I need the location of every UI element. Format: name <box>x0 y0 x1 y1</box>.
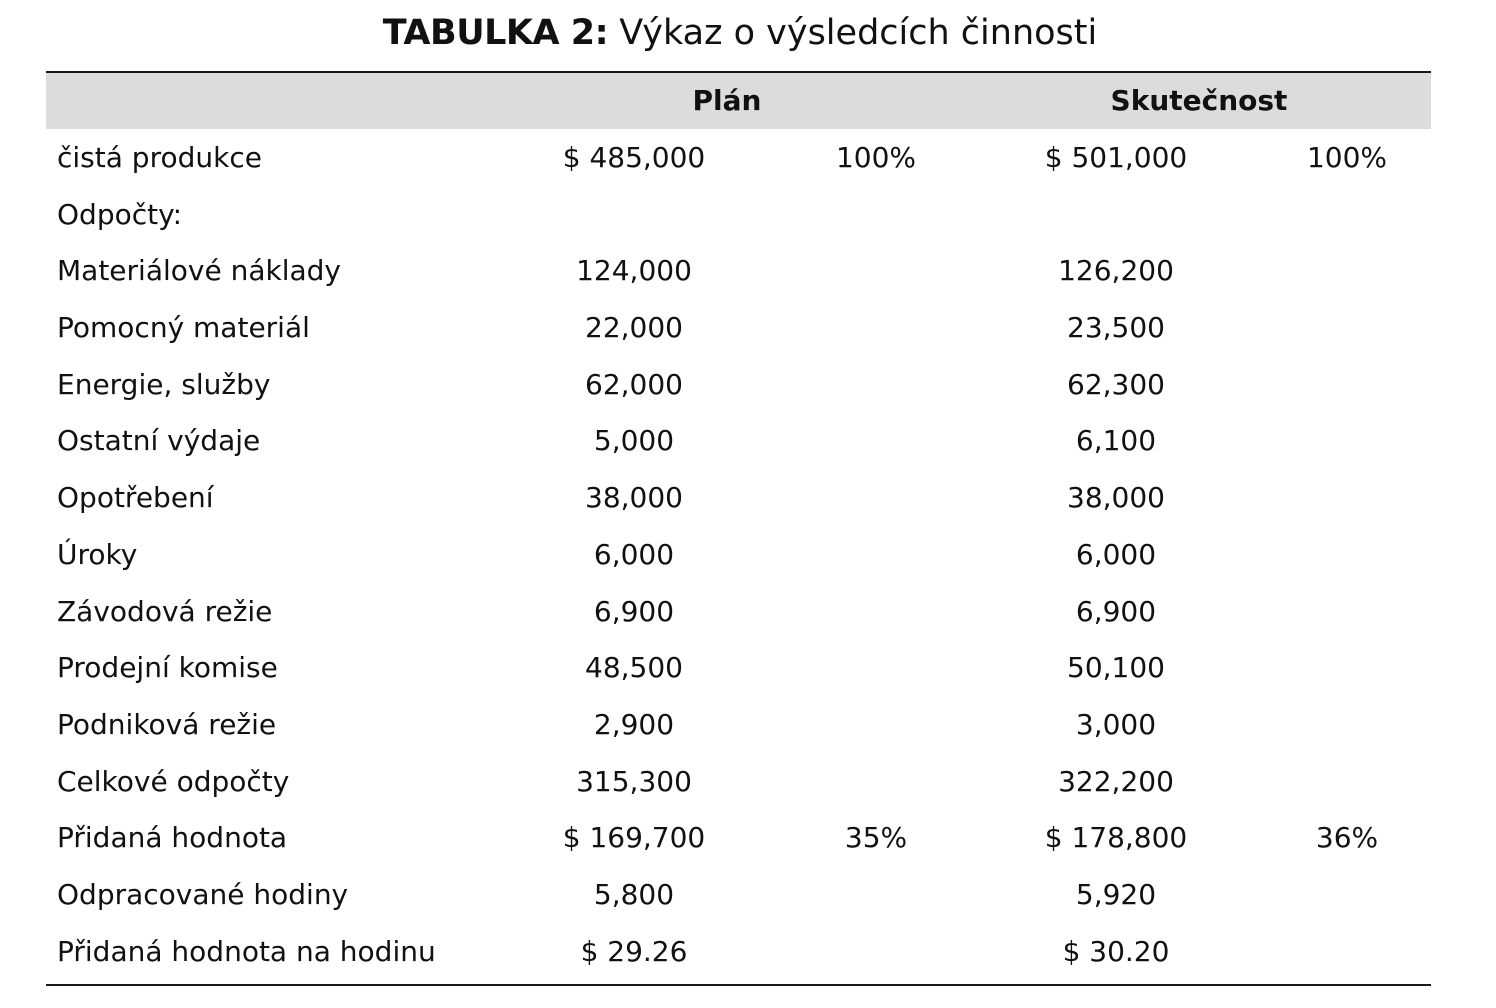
column-header-plan: Plán <box>692 84 762 117</box>
table-row <box>46 243 1431 300</box>
table-row <box>46 300 1431 357</box>
results-table <box>46 71 1431 986</box>
table-row <box>46 187 1431 244</box>
actual-value: 23,500 <box>1067 311 1165 345</box>
plan-value: 6,000 <box>593 537 675 571</box>
row-label: čistá produkce <box>57 141 262 174</box>
plan-value: $ 485,000 <box>562 141 706 174</box>
table-title <box>0 10 1480 56</box>
plan-value: 5,000 <box>593 424 675 458</box>
actual-percent: 36% <box>1315 821 1379 855</box>
plan-value: $ 29.26 <box>580 934 688 968</box>
actual-percent: 100% <box>1306 141 1388 174</box>
plan-value: 48,500 <box>585 651 683 685</box>
actual-value: $ 178,800 <box>1044 821 1188 855</box>
table-row <box>46 357 1431 414</box>
plan-value: $ 169,700 <box>562 821 706 855</box>
actual-value: 62,300 <box>1067 367 1165 401</box>
table-row <box>46 470 1431 527</box>
row-label: Celkové odpočty <box>57 764 290 798</box>
row-label: Opotřebení <box>57 481 214 515</box>
plan-percent: 35% <box>844 821 908 855</box>
row-label: Pomocný materiál <box>57 311 310 345</box>
plan-value: 22,000 <box>585 311 683 345</box>
table-header <box>46 73 1431 129</box>
row-label: Závodová režie <box>57 594 273 628</box>
plan-value: 5,800 <box>593 877 675 911</box>
row-label: Podniková režie <box>57 707 277 741</box>
table-row <box>46 810 1431 867</box>
table-row <box>46 640 1431 697</box>
row-label: Úroky <box>57 537 138 571</box>
table-title-prefix: TABULKA 2: <box>382 13 609 53</box>
actual-value: 50,100 <box>1067 651 1165 685</box>
table-row <box>46 867 1431 924</box>
plan-value: 6,900 <box>593 594 675 628</box>
row-label: Materiálové náklady <box>57 254 341 288</box>
table-row <box>46 413 1431 470</box>
actual-value: 5,920 <box>1075 877 1157 911</box>
column-header-actual: Skutečnost <box>1110 84 1288 117</box>
table-row <box>46 697 1431 754</box>
plan-value: 62,000 <box>585 367 683 401</box>
table-row <box>46 754 1431 811</box>
row-label: Přidaná hodnota <box>57 821 288 855</box>
actual-value: 6,900 <box>1075 594 1157 628</box>
table-row <box>46 130 1431 187</box>
actual-value: 322,200 <box>1058 764 1174 798</box>
plan-value: 315,300 <box>576 764 692 798</box>
table-row <box>46 584 1431 641</box>
actual-value: $ 30.20 <box>1062 934 1170 968</box>
actual-value: 3,000 <box>1075 707 1157 741</box>
actual-value: 126,200 <box>1058 254 1174 288</box>
table-body <box>46 130 1431 980</box>
row-label: Energie, služby <box>57 367 271 401</box>
table-title-text: Výkaz o výsledcích činnosti <box>619 13 1098 53</box>
actual-value: 6,100 <box>1075 424 1157 458</box>
plan-percent: 100% <box>835 141 917 174</box>
actual-value: $ 501,000 <box>1044 141 1188 174</box>
actual-value: 38,000 <box>1067 481 1165 515</box>
row-label: Odpracované hodiny <box>57 877 349 911</box>
row-label: Přidaná hodnota na hodinu <box>57 934 436 968</box>
table-row <box>46 527 1431 584</box>
row-label: Odpočty: <box>57 197 183 231</box>
table-row <box>46 924 1431 981</box>
plan-value: 124,000 <box>576 254 692 288</box>
plan-value: 2,900 <box>593 707 675 741</box>
row-label: Prodejní komise <box>57 651 278 685</box>
plan-value: 38,000 <box>585 481 683 515</box>
table-bottom-rule <box>46 984 1431 986</box>
row-label: Ostatní výdaje <box>57 424 261 458</box>
actual-value: 6,000 <box>1075 537 1157 571</box>
